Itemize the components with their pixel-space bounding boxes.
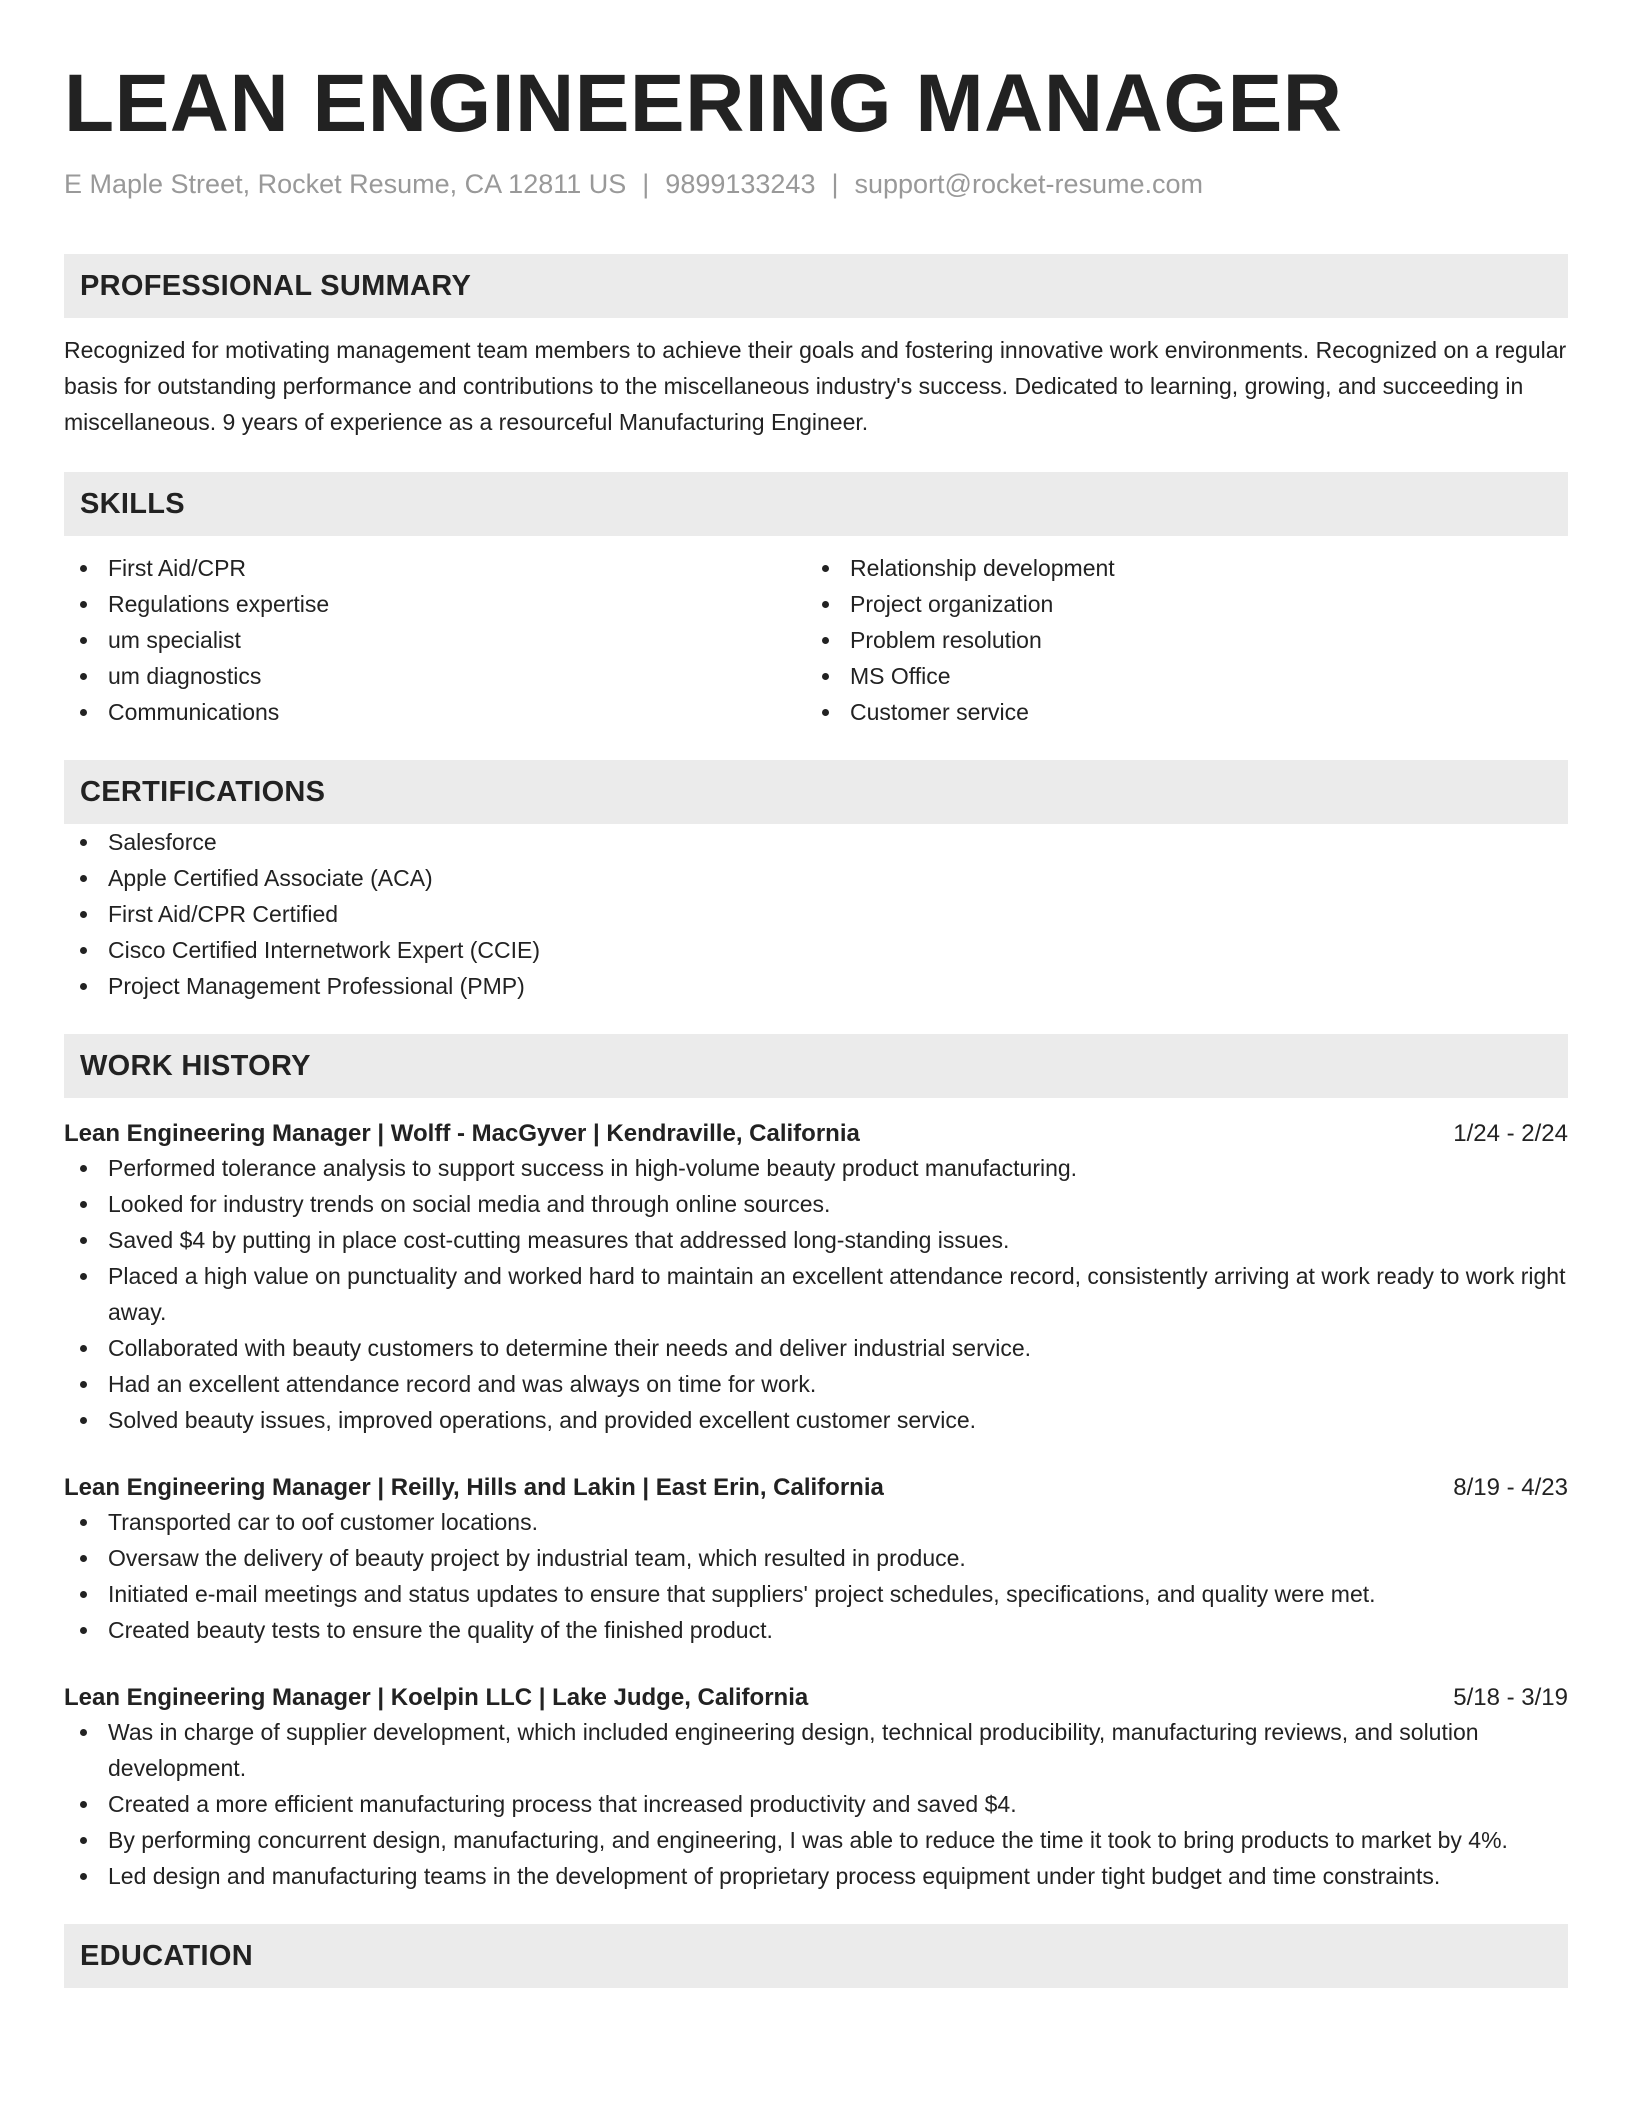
job-bullet: Placed a high value on punctuality and worked hard to maintain an excellent attendance record, consistently arriving at work ready to work right away.: [64, 1258, 1568, 1330]
job-dates: 5/18 - 3/19: [1453, 1684, 1568, 1711]
phone-text: 9899133243: [665, 169, 816, 199]
skill-item: First Aid/CPR: [64, 550, 806, 586]
job-dates: 1/24 - 2/24: [1453, 1120, 1568, 1147]
job-bullet: Led design and manufacturing teams in the development of proprietary process equipment under tight budget and time constraints.: [64, 1858, 1568, 1894]
job-dates: 8/19 - 4/23: [1453, 1474, 1568, 1501]
job-title: Lean Engineering Manager | Wolff - MacGyver | Kendraville, California: [64, 1120, 860, 1147]
job-bullet-list: [64, 1150, 1568, 1438]
job-entry: [64, 1472, 1568, 1648]
contact-line: [64, 166, 1568, 202]
skill-item: um specialist: [64, 622, 806, 658]
address-text: E Maple Street, Rocket Resume, CA 12811 US: [64, 169, 627, 199]
job-bullet-list: [64, 1504, 1568, 1648]
job-header: [64, 1118, 1568, 1150]
job-bullet: Collaborated with beauty customers to determine their needs and deliver industrial service.: [64, 1330, 1568, 1366]
job-bullet: Was in charge of supplier development, which included engineering design, technical producibility, manufacturing reviews, and solution development.: [64, 1714, 1568, 1786]
skill-item: Relationship development: [806, 550, 1548, 586]
skills-heading: SKILLS: [64, 472, 1568, 536]
summary-text: Recognized for motivating management team members to achieve their goals and fostering innovative work environments. Recognized on a regular basis for outstanding performance and contributions to the miscellaneous industry's success. Dedicated to learning, growing, and succeeding in miscellaneous. 9 years of experience as a resourceful Manufacturing Engineer.: [64, 337, 1567, 435]
job-bullet: Saved $4 by putting in place cost-cutting measures that addressed long-standing issues.: [64, 1222, 1568, 1258]
job-bullet: Oversaw the delivery of beauty project by industrial team, which resulted in produce.: [64, 1540, 1568, 1576]
skills-left-list: [64, 550, 806, 730]
certification-item: Apple Certified Associate (ACA): [64, 860, 1568, 896]
certification-item: First Aid/CPR Certified: [64, 896, 1568, 932]
job-bullet: Initiated e-mail meetings and status updates to ensure that suppliers' project schedules, specifications, and quality were met.: [64, 1576, 1568, 1612]
resume-page: [64, 56, 1568, 1988]
job-bullet: Had an excellent attendance record and was always on time for work.: [64, 1366, 1568, 1402]
certification-item: Salesforce: [64, 824, 1568, 860]
job-entry: [64, 1118, 1568, 1438]
skill-item: Regulations expertise: [64, 586, 806, 622]
skill-item: Problem resolution: [806, 622, 1548, 658]
job-title: Lean Engineering Manager | Koelpin LLC | Lake Judge, California: [64, 1684, 809, 1711]
summary-heading: PROFESSIONAL SUMMARY: [64, 254, 1568, 318]
skill-item: MS Office: [806, 658, 1548, 694]
job-bullet: Created a more efficient manufacturing process that increased productivity and saved $4.: [64, 1786, 1568, 1822]
job-header: [64, 1682, 1568, 1714]
contact-separator: |: [831, 169, 839, 199]
skill-item: Customer service: [806, 694, 1548, 730]
certification-item: Cisco Certified Internetwork Expert (CCIE): [64, 932, 1568, 968]
resume-name: LEAN ENGINEERING MANAGER: [64, 58, 1343, 149]
job-bullet: Solved beauty issues, improved operations, and provided excellent customer service.: [64, 1402, 1568, 1438]
skills-columns: [64, 550, 1568, 730]
job-title: Lean Engineering Manager | Reilly, Hills and Lakin | East Erin, California: [64, 1474, 884, 1501]
job-bullet: Created beauty tests to ensure the quality of the finished product.: [64, 1612, 1568, 1648]
certifications-list: [64, 824, 1568, 1004]
job-bullet: By performing concurrent design, manufacturing, and engineering, I was able to reduce the time it took to bring products to market by 4%.: [64, 1822, 1568, 1858]
job-header: [64, 1472, 1568, 1504]
job-bullet-list: [64, 1714, 1568, 1894]
certifications-heading: CERTIFICATIONS: [64, 760, 1568, 824]
skills-right-list: [806, 550, 1548, 730]
job-bullet: Looked for industry trends on social media and through online sources.: [64, 1186, 1568, 1222]
education-heading: EDUCATION: [64, 1924, 1568, 1988]
skill-item: Project organization: [806, 586, 1548, 622]
job-bullet: Performed tolerance analysis to support success in high-volume beauty product manufacturing.: [64, 1150, 1568, 1186]
certification-item: Project Management Professional (PMP): [64, 968, 1568, 1004]
skill-item: um diagnostics: [64, 658, 806, 694]
work-history-heading: WORK HISTORY: [64, 1034, 1568, 1098]
email-text: support@rocket-resume.com: [854, 169, 1204, 199]
job-bullet: Transported car to oof customer locations.: [64, 1504, 1568, 1540]
job-entry: [64, 1682, 1568, 1894]
skill-item: Communications: [64, 694, 806, 730]
contact-separator: |: [642, 169, 650, 199]
